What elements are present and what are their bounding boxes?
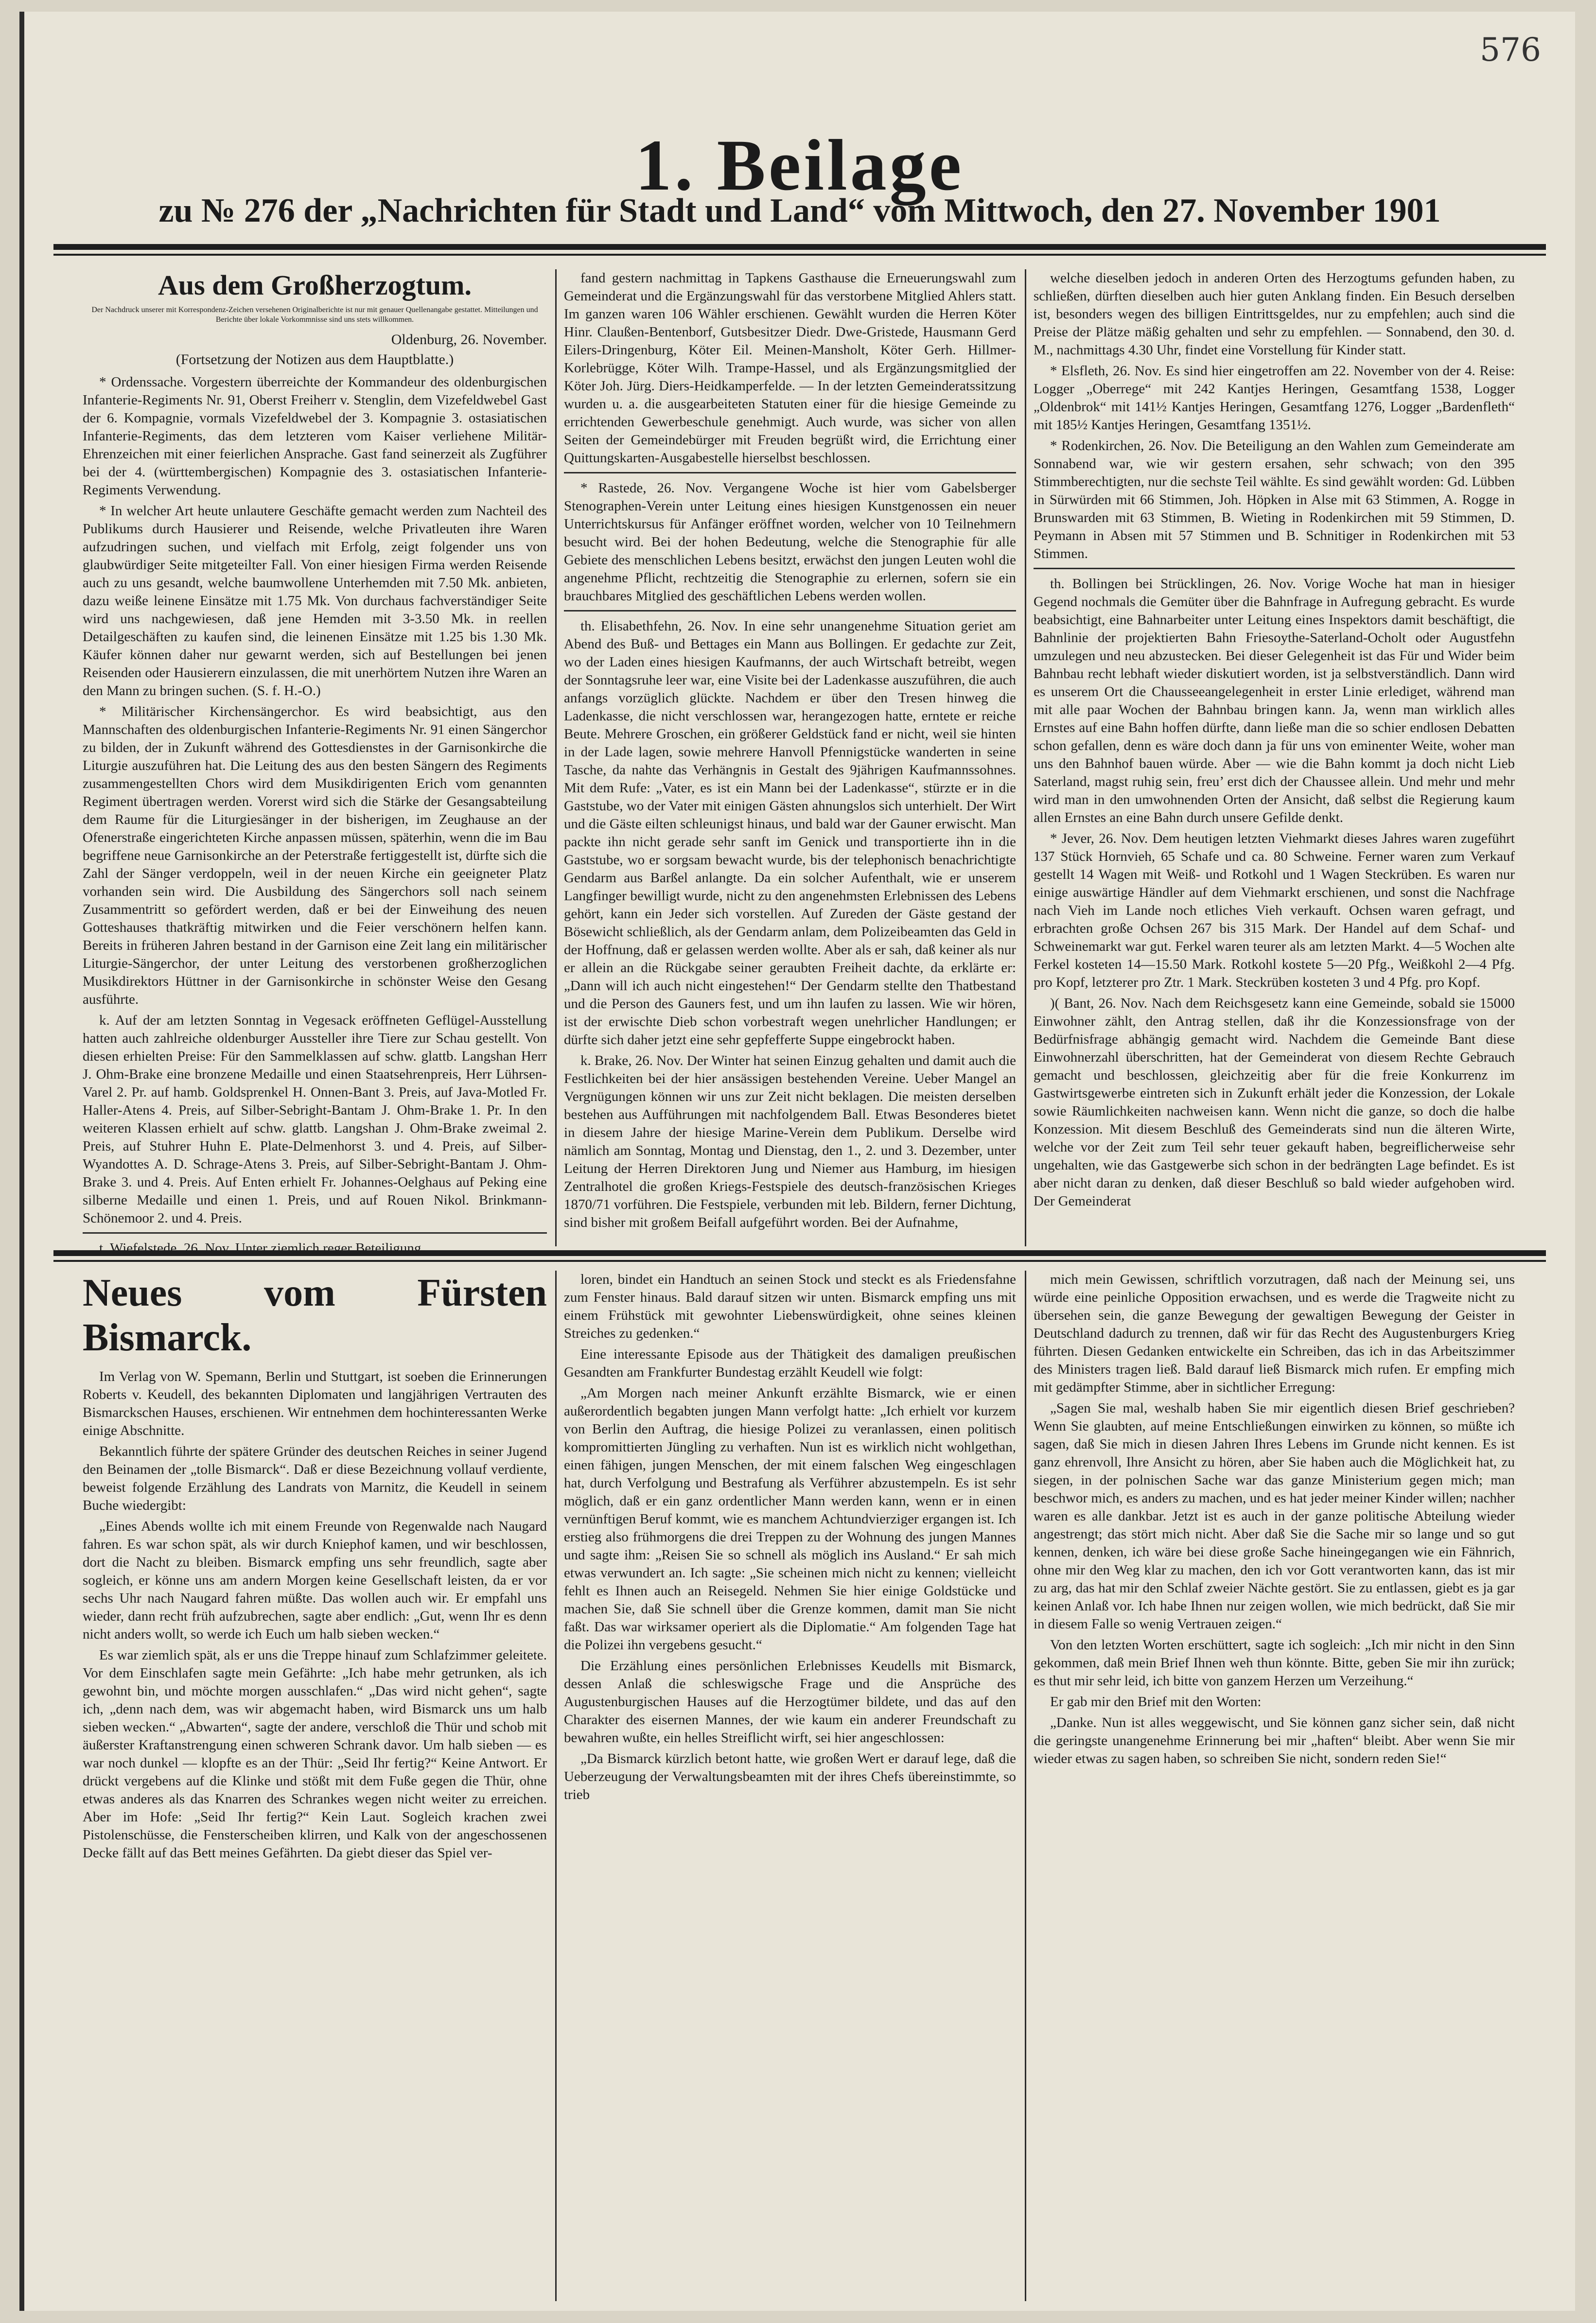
article-kirchensaengerchor: * Militärischer Kirchensängerchor. Es wird beabsichtigt, aus den Mannschaften des oldenburgischen Infanterie-Regiments Nr. 91 einen Sängerchor zu bilden, der in Zukunft während des Gottesdienstes in der Garnisonkirche die Liturgie auszuführen hat. Die Leitung des aus den besten Sängern des Regiments zusammengestellten Chors wird dem Musikdirigenten Erich vom genannten Regiment übertragen werden. Vorerst wird sich die Stärke der Gesangsabteilung dem Raume für die Liturgiesänger in der bisherigen, im Zeughause an der Ofenerstraße eingerichteten Kirche anpassen müssen, späterhin, wenn die im Bau begriffene neue Garnisonkirche an der Peterstraße fertiggestellt ist, dürfte sich die Zahl der Sänger verdoppeln, weil in der neuen Kirche ein geeigneter Platz vorhanden sein wird. Die Ausbildung des Sängerchors soll nach seinem Zusammentritt so gefördert werden, daß er bei der Einweihung des neuen Gotteshauses thatkräftig mitwirken und die Feier verschönern helfen kann. Bereits in früheren Jahren bestand in der Garnison eine Zeit lang ein militärischer Liturgie-Sängerchor, der unter Leitung des verstorbenen großherzoglichen Musikdirektors Hüttner in der Garnisonkirche in schönster Weise den Gesang ausführte. [83, 704, 547, 1007]
column-divider-2 [1025, 269, 1026, 1246]
newspaper-page [19, 12, 1575, 2311]
bismarck-frankfurt-intro: Eine interessante Episode aus der Thätigkeit des damaligen preußischen Gesandten am Frankfurter Bundestag erzählt Keudell wie folgt: [564, 1346, 1016, 1380]
article-unlautere-geschaefte: * In welcher Art heute unlautere Geschäfte gemacht werden zum Nachteil des Publikums durch Hausierer und Reisende, welche Privatleuten ihre Waren aufzudringen suchen, und vielfach mit Erfolg, zeigt folgender uns von glaubwürdiger Seite mitgeteilter Fall. Von einer hiesigen Firma werden Reisende auch zu uns gesandt, welche baumwollene Unterhemden mit 7.50 Mk. anbieten, dazu weiße leinene Einsätze mit 1.75 Mk. Von durchaus fachverständiger Seite wird uns nachgewiesen, daß jene Hemden mit 3-3.50 Mk. in reellen Detailgeschäften zu kaufen sind, die leinenen Einsätze mit 1.25 bis 1.30 Mk. Käufer können daher nur gewarnt werden, sich auf Bestellungen bei jenen Reisenden oder Hausierern einzulassen, die mit unerhörtem Nutzen ihre Waren an den Mann zu bringen suchen. (S. f. H.-O.) [83, 503, 547, 699]
article-rastede: * Rastede, 26. Nov. Vergangene Woche ist hier vom Gabelsberger Stenographen-Verein unter Leitung eines hiesigen Kunstgenossen ein neuer Unterrichtskursus für Anfänger eröffnet worden, welcher von 10 Teilnehmern besucht wird. Bei der hohen Bedeutung, welche die Stenographie für alle Gebiete des menschlichen Lebens besitzt, erwächst den jungen Leuten wohl die angenehme Pflicht, rechtzeitig die Stenographie zu erlernen, sofern sie ein brauchbares Mitglied des geschäftlichen Lebens werden wollen. [564, 480, 1016, 604]
article-rodenkirchen: * Rodenkirchen, 26. Nov. Die Beteiligung an den Wahlen zum Gemeinderate am Sonnabend war, wie wir gestern ersahen, sehr schwach; von den 395 Stimmberechtigten, nur die sechste Teil wählte. Es sind gewählt worden: Gd. Lübben in Sürwürden mit 66 Stimmen, Joh. Höpken in Alse mit 63 Stimmen, A. Rogge in Brunswarden mit 63 Stimmen, B. Wieting in Rodenkirchen mit 59 Stimmen, D. Peymann in Absen mit 57 Stimmen und B. Schnitiger in Rodenkirchen mit 53 Stimmen. [1034, 438, 1515, 561]
dateline-oldenburg: Oldenburg, 26. November. [391, 332, 547, 348]
bismarck-reply-intro: Er gab mir den Brief mit den Worten: [1050, 1694, 1262, 1710]
column-1 [83, 269, 547, 1256]
article-brake-cont: welche dieselben jedoch in anderen Orten des Herzogtums gefunden haben, zu schließen, dürften dieselben auch hier guten Anklang finden. Ein Besuch derselben ist, besonders wegen des billigen Eintrittsgeldes, nur zu empfehlen; auch sind die Preise der Plätze mäßig gehalten und sehr zu empfehlen. — Sonnabend, den 30. d. M., nachmittags 4.30 Uhr, findet eine Vorstellung für Kinder statt. [1034, 270, 1515, 358]
bismarck-tolle-bismarck: Bekanntlich führte der spätere Gründer des deutschen Reiches in seiner Jugend den Beinamen der „tolle Bismarck“. Daß er diese Bezeichnung vollauf verdiente, beweist folgende Erzählung des Landrats von Marnitz, die Keudell in seinem Buche wiedergibt: [83, 1444, 547, 1513]
bismarck-column-2 [564, 1271, 1016, 2301]
article-divider [564, 472, 1016, 473]
column-3 [1034, 269, 1515, 1244]
article-elsfleth: * Elsfleth, 26. Nov. Es sind hier eingetroffen am 22. November von der 4. Reise: Logger „Oberrege“ mit 242 Kantjes Heringen, Gesamtfang 1538, Logger „Oldenbrok“ mit 141½ Kantjes Heringen, Gesamtfang 1276, Logger „Bardenfleth“ mit 185½ Kantjes Heringen, Gesamtfang 1351½. [1034, 363, 1515, 433]
column-divider-4 [1025, 1271, 1026, 2301]
article-wiefelstede-start: t. Wiefelstede, 26. Nov. Unter ziemlich reger Beteiligung [99, 1240, 421, 1256]
article-bant: )( Bant, 26. Nov. Nach dem Reichsgesetz kann eine Gemeinde, sobald sie 15000 Einwohner zählt, den Antrag stellen, daß ihr die Konzessionsfrage von der Bedürfnisfrage abhängig gemacht wird. Nachdem die Gemeinde Bant diese Einwohnerzahl überschritten, hat der Gemeinderat von diesem Rechte Gebrauch gemacht und beschlossen, gleichzeitig aber für die freie Konkurrenz im Gastwirtsgewerbe eintreten sich in Zukunft erhält jeder die Konzession, der Lokale sowie Räumlichkeiten nachweisen kann. Wenn nicht die ganze, so doch die halbe Konzession. Mit diesem Beschluß des Gemeinderats sind nun die älteren Wirte, welche vor der Zeit zum Teil sehr teuer gekauft haben, begreiflicherweise sehr ungehalten, wie das Gastgewerbe sich schon in der bedrängten Lage befindet. Es ist aber nicht daran zu denken, daß dieser Beschluß so bald wieder aufgehoben wird. Der Gemeinderat [1034, 996, 1515, 1209]
feature-heading-bismarck: Neues vom Fürsten Bismarck. [83, 1272, 547, 1359]
article-jever: * Jever, 26. Nov. Dem heutigen letzten Viehmarkt dieses Jahres waren zugeführt 137 Stück Hornvieh, 65 Schafe und ca. 80 Schweine. Ferner waren zum Verkauf gestellt 14 Wagen mit Weiß- und Rotkohl und 1 Wagen Steckrüben. Es waren nur einige auswärtige Händler auf dem Viehmarkt erschienen, und sonst die Nachfrage nach Vieh im Lande noch etliches Vieh verkauft. Ochsen waren gefragt, und erbrachten große Ochsen 267 bis 315 Mark. Der Handel auf dem Schaf- und Schweinemarkt war gut. Ferkel waren teurer als am letzten Markt. 4—5 Wochen alte Ferkel kosteten 14—15.50 Mark. Rotkohl kostete 5—20 Pfg., Weißkohl 2—4 Pfg. pro Kopf, letzterer pro Ztr. 1 Mark. Steckrüben kosteten 3 und 4 Pfg. pro Kopf. [1034, 831, 1515, 990]
bismarck-apology: Von den letzten Worten erschüttert, sagte ich sogleich: „Ich mir nicht in den Sinn gekommen, daß mein Brief Ihnen weh thun könnte. Bitte, geben Sie mir ihn zurück; es thut mir sehr leid, ich bitte von ganzem Herzen um Verzeihung.“ [1034, 1637, 1515, 1689]
article-brake: k. Brake, 26. Nov. Der Winter hat seinen Einzug gehalten und damit auch die Festlichkeiten bei der hier ansässigen bestehenden Vereine. Ueber Mangel an Vergnügungen können wir uns zur Zeit nicht beklagen. Die meisten derselben bestehen aus Aufführungen mit nachfolgendem Ball. Etwas Besonderes bietet in diesem Jahre der hiesige Marine-Verein dem Publikum. Derselbe wird nämlich am Sonntag, Montag und Dienstag, den 1., 2. und 3. Dezember, unter Leitung der Herren Direktoren Jung und Niemer aus Hamburg, im hiesigen Zentralhotel die großen Kriegs-Festspiele des deutsch-französischen Krieges 1870/71 vorführen. Die Festspiele, verbunden mit leb. Bildern, ferner Dichtung, sind bisher mit großem Beifall aufgeführt worden. Bei der Aufnahme, [564, 1053, 1016, 1230]
article-wiefelstede-cont: fand gestern nachmittag in Tapkens Gasthause die Erneuerungswahl zum Gemeinderat und die Ergänzungswahl für das verstorbene Mitglied Ahlers statt. Im ganzen waren 106 Wähler erschienen. Gewählt wurden die Herren Köter Hinr. Claußen-Bentenborf, Gutsbesitzer Diedr. Dwe-Gristede, Hausmann Gerd Eilers-Dringenburg, Köter Eil. Meinen-Mansholt, Köter Gerh. Hillmer-Korlebrügge, Köter Wilh. Trampe-Hassel, und als Ergänzungsmitglied der Köter Joh. Jürg. Diers-Heidkamperfelde. — In der letzten Gemeinderatssitzung wurden u. a. die ausgearbeiteten Statuten einer für die hiesige Gemeinde zu errichtenden Gewerbeschule genehmigt. Auch wurde, was sicher von allen Seiten der Gemeindebürger mit Freuden begrüßt wird, die Errichtung einer Quittungskarten-Ausgabestelle hierselbst beschlossen. [564, 270, 1016, 466]
bismarck-story-end: loren, bindet ein Handtuch an seinen Stock und steckt es als Friedensfahne zum Fenster hinaus. Bald darauf sitzen wir unten. Bismarck empfing uns mit einem Frühstück mit gewohnter Liebenswürdigkeit, ohne seines kleinen Streiches zu gedenken.“ [564, 1272, 1016, 1341]
bismarck-speech: „Sagen Sie mal, weshalb haben Sie mir eigentlich diesen Brief geschrieben? Wenn Sie glaubten, auf meine Entschließungen einwirken zu können, so müßte ich sagen, daß Sie mich in diesen Jahren Ihres Lebens im Grunde nicht kennen. Es ist ganz ehrenvoll, Ihre Ansicht zu hören, aber Sie haben auch die Möglichkeit hat, zu siegen, in der polnischen Sache war das ganze Ministerium gegen mich; man beschwor mich, es anders zu machen, und es hat jeder meiner Kinder willen; nachher waren es alle dankbar. Jetzt ist es auch in der ganze politische Abteilung wieder angestrengt; das stört mich nicht. Aber daß Sie die Sache mir so lange und so gut kennen, denken, ich wäre bei diese große Sache hineingegangen wie ein Fähnrich, ohne mir den Weg klar zu machen, den ich vor Gott verantworten kann, das ist mir zu arg, das hat mir den Schlaf zweier Nächte gestört. Sie zu entlassen, giebt es ja gar keinen Anlaß vor. Ich habe Ihnen nur zeigen wollen, wie mich bedrückt, daß Sie mir in diesem Falle so wenig Vertrauen zeigen.“ [1034, 1400, 1515, 1632]
section-rule-thick [53, 1250, 1546, 1256]
bismarck-reply: „Danke. Nun ist alles weggewischt, und Sie können ganz sicher sein, daß nicht die geringste unangenehme Erinnerung bei mir „haften“ bleibt. Aber wenn Sie mir wieder etwas zu sagen haben, so schreiben Sie nicht, sondern reden Sie!“ [1034, 1715, 1515, 1766]
column-divider-1 [555, 269, 557, 1246]
bismarck-intro: Im Verlag von W. Spemann, Berlin und Stuttgart, ist soeben die Erinnerungen Roberts v. Keudell, des bekannten Diplomaten und langjährigen Vertrauten des Bismarckschen Hauses, erschienen. Wir entnehmen dem hochinteressanten Werke einige Abschnitte. [83, 1369, 547, 1438]
article-ordenssache: * Ordenssache. Vorgestern überreichte der Kommandeur des oldenburgischen Infanterie-Regiments Nr. 91, Oberst Freiherr v. Stenglin, dem Vizefeldwebel Gast der 6. Kompagnie, vormals Vizefeldwebel der 3. Kompagnie 3. ostasiatischen Infanterie-Regiments, das dem letzteren vom Kaiser verliehene Militär-Ehrenzeichen mit einer feierlichen Ansprache. Gast fand seinerzeit als Zugführer bei der 4. (württembergischen) Kompagnie des 3. ostasiatischen Infanterie-Regiments Verwendung. [83, 374, 547, 498]
page-number: 576 [1480, 31, 1541, 69]
bismarck-marnitz-story: „Eines Abends wollte ich mit einem Freunde von Regenwalde nach Naugard fahren. Es war schon spät, als wir durch Kniephof kamen, und wir beschlossen, dort die Nacht zu bleiben. Bismarck empfing uns sehr freundlich, sagte aber sogleich, er könne uns am andern Morgen keine Gesellschaft leisten, da er vor sechs Uhr nach Naugard fahren müßte. Das wollen auch wir. Er empfahl uns wieder, dann recht früh aufzubrechen, sagte aber endlich: „Gut, wenn Ihr es denn nicht anders wollt, so werde ich Euch um halb sieben wecken.“ [83, 1519, 547, 1642]
article-bollingen: th. Bollingen bei Strücklingen, 26. Nov. Vorige Woche hat man in hiesiger Gegend nochmals die Gemüter über die Bahnfrage in Aufregung gebracht. Es wurde beabsichtigt, eine Bahnarbeiter unter Leitung eines Inspektors damit beschäftigt, die Bahnlinie der projektierten Bahn Friesoythe-Saterland-Ocholt oder Augustfehn umzulegen und neu abzustecken. Bei dieser Gelegenheit ist das Für und Wider beim Bahnbau recht lebhaft wieder diskutiert worden, ist ja selbstverständlich. Dann wird es unserem Ort die Chausseeangelegenheit in erster Linie erlediget, während man mit alle paar Wochen der Bahnbau bringen kann. Ja, wenn man wirklich alles Ernstes auf eine Bahn hoffen dürfte, dann ließe man die so schier endlosen Debatten schon gefallen, denn es wäre doch dann ja für uns von eminenter Weite, woher man uns den Bahnhof bauen würde. Aber — wie die Bahn kommt ja doch nicht Lieb Saterland, magst ruhig sein, freu’ erst dich der Chaussee allein. Und mehr und mehr wird man in den umwohnenden Orten der Ansicht, daß selbst die Regierung kaum allen Ernstes an eine Bahn durch unsere Gefilde denkt. [1034, 576, 1515, 825]
masthead-rule-thin [53, 254, 1546, 256]
bismarck-schrank-story: Es war ziemlich spät, als er uns die Treppe hinauf zum Schlafzimmer geleitete. Vor dem Einschlafen sagte mein Gefährte: „Ich habe mehr getrunken, als ich gewohnt bin, und möchte morgen ausschlafen.“ „Das wird nicht gehen“, sagte ich, „denn nach dem, was wir abgemacht haben, wird Bismarck uns um halb sieben wecken.“ „Abwarten“, sagte der andere, verschloß die Thür und schob mit äußerster Kraftanstrengung einen schweren Schrank davor. Um halb sieben — es war noch dunkel — klopfte es an der Thür: „Seid Ihr fertig?“ Keine Antwort. Er drückt vergebens auf die Klinke und stößt mit dem Fuße gegen die Thür, ohne etwas anderes als das Knarren des Schrankes wegen nicht weiter zu erreichen. Aber im Hofe: „Seid Ihr fertig?“ Kein Laut. Sogleich krachen zwei Pistolenschüsse, die Fensterscheiben klirren, und Kalk von der angeschossenen Decke fällt auf das Bett meines Gefährten. Da giebt dieser das Spiel ver- [83, 1647, 547, 1861]
reprint-notice: Der Nachdruck unserer mit Korrespondenz-Zeichen versehenen Originalberichte ist nur mit genauer Quellenangabe gestattet. Mitteilungen und Berichte über lokale Vorkommnisse sind uns stets willkommen. [91, 306, 538, 324]
bismarck-column-3 [1034, 1271, 1515, 2301]
bismarck-frankfurt-story: „Am Morgen nach meiner Ankunft erzählte Bismarck, wie er einen außerordentlich begabten jungen Mann verfolgt hatte: „Ich erhielt vor kurzem von Berlin den Auftrag, die hiesige Polizei zu veranlassen, einen politisch kompromittierten Jüngling zu verhaften. Nun ist es wirklich nicht wohlgethan, einen fähigen, jungen Menschen, der mit einem falschen Weg eingeschlagen hat, durch Verfolgung und Bestrafung als Verführer abzustempeln. Es ist sehr möglich, daß er ein ganz ordentlicher Mann werden kann, wenn er in einen vernünftigen Beruf kommt, wie es manchem Achtundvierziger ergangen ist. Ich erstieg also frühmorgens die drei Treppen zu der Wohnung des jungen Mannes und sagte ihm: „Reisen Sie so schnell als möglich ins Ausland.“ Er sah mich etwas verwundert an. Ich sagte: „Sie scheinen mich nicht zu kennen; vielleicht fehlt es Ihnen auch an Reisegeld. Nehmen Sie hier einige Goldstücke und machen Sie, daß Sie schnell über die Grenze kommen, damit man Sie nicht faßt. Das war wirksamer operiert als die Diplomatie.“ Am folgenden Tage hat die Polizei ihn vergebens gesucht.“ [564, 1385, 1016, 1653]
article-divider [1034, 568, 1515, 569]
bismarck-column-1 [83, 1271, 547, 2301]
bismarck-keudell-intro: Die Erzählung eines persönlichen Erlebnisses Keudells mit Bismarck, dessen Anlaß die schleswigsche Frage und die Ansprüche des Augustenburgischen Hauses auf die Herzogtümer bildete, und das auf den Charakter des eisernen Mannes, der wie kaum ein anderer Freundschaft zu bewahren wußte, ein helles Streiflicht wirft, sei hier angeschlossen: [564, 1658, 1016, 1746]
bismarck-keudell-start: „Da Bismarck kürzlich betont hatte, wie großen Wert er darauf lege, daß die Ueberzeugung der Verwaltungsbeamten mit der ihres Chefs übereinstimmte, so trieb [564, 1751, 1016, 1802]
masthead-rule-thick [53, 244, 1546, 250]
supplement-title: 1. Beilage [635, 125, 965, 206]
section-heading-grossherzogtum: Aus dem Großherzogtum. [158, 269, 472, 301]
column-divider-3 [555, 1271, 557, 2301]
bismarck-keudell-cont: mich mein Gewissen, schriftlich vorzutragen, daß nach der Meinung sei, uns würde eine peinliche Opposition erwachsen, und es werde die Tragweite nicht zu übersehen sein, die ganze Bewegung der gewaltigen Bewegung der Geister in Deutschland dadurch zu trennen, daß wir für das Recht des Augustenburgers Krieg führten. Diesen Gedanken entwickelte ein Schreiben, das ich in das Arbeitszimmer des Ministers tragen ließ. Bald darauf ließ Bismarck mich rufen. Er empfing mich mit gedämpfter Stimme, aber in sichtlicher Erregung: [1034, 1272, 1515, 1395]
continuation-note: (Fortsetzung der Notizen aus dem Hauptblatte.) [175, 351, 454, 367]
supplement-subtitle: zu № 276 der „Nachrichten für Stadt und Land“ vom Mittwoch, den 27. November 1901 [158, 192, 1441, 229]
article-gefluegel-ausstellung: k. Auf der am letzten Sonntag in Vegesack eröffneten Geflügel-Ausstellung hatten auch zahlreiche oldenburger Aussteller ihre Tiere zur Schau gestellt. Von diesen erhielten Preise: Für den Sammelklassen auf schw. glattb. Langshan Herr J. Ohm-Brake eine bronzene Medaille und einen Staatsehrenpreis, Herr Lührsen-Varel 2. Pr. auf hamb. Goldsprenkel H. Onnen-Bant 3. Preis, auf Java-Motled Fr. Haller-Atens 4. Preis, auf Silber-Sebright-Bantam J. Ohm-Brake 1. Pr. In den weiteren Klassen erhielt auf schw. glattb. Langshan J. Ohm-Brake zweimal 2. Preis, auf Stuhrer Huhn E. Plate-Delmenhorst 3. und 4. Preis, auf Silber-Wyandottes A. D. Schrage-Atens 3. Preis, auf Silber-Sebright-Bantam J. Ohm-Brake 3. und 4. Preis. Auf Enten erhielt Fr. Johannes-Oelghaus auf Peking eine silberne Medaille und einen 1. Preis, und auf Rouen Nikol. Brinkmann-Schönemoor 2. und 4. Preis. [83, 1013, 547, 1226]
article-elisabethfehn: th. Elisabethfehn, 26. Nov. In eine sehr unangenehme Situation geriet am Abend des Buß- und Bettages ein Mann aus Bollingen. Er gedachte zur Zeit, wo der Laden eines hiesigen Kaufmanns, der auch Wirtschaft betreibt, wegen der Sonntagsruhe leer war, eine Visite bei der Ladenkasse auszuführen, die auch anfangs vorzüglich glückte. Nachdem er über den Tresen hinweg die Ladenkasse, die nicht verschlossen war, herangezogen hatte, erntete er reiche Beute. Mehrere Groschen, ein größerer Geldstück fand er nicht, weil sie hinten in der Lade lagen, sowie mehrere Hanvoll Pfennigstücke wanderten in seine Tasche, da nahte das Verhängnis in Gestalt des 9jährigen Kaufmannssohnes. Mit dem Rufe: „Vater, es ist ein Mann bei der Ladenkasse“, stürzte er in die Gaststube, wo der Vater mit einigen Gästen ahnungslos sich unterhielt. Der Wirt und die Gäste eilten schleunigst hinaus, und bald war der Gauner erwischt. Man packte ihn nicht gerade sehr sanft im Genick und transportierte ihn in die Gaststube, wo er sorgsam bewacht wurde, bis der telephonisch benachrichtigte Gendarm aus Barßel anlangte. Da ein solcher Aufenthalt, wie er unserem Langfinger bewilligt wurde, nicht zu den angenehmsten Erlebnissen des Lebens gehört, kann ein Jeder sich vorstellen. Auf Zureden der Gäste gestand der Bösewicht schließlich, als der Gendarm anlam, dem Polizeibeamten das Geld in der Hoffnung, daß er gelassen werden wollte. Aber als er sah, daß keiner als nur er allein an die Rückgabe seiner geraubten Freiheit dachte, da erklärte er: „Dann will ich auch nicht eingestehen!“ Der Gendarm stellte den Thatbestand und die Person des Gauners fest, und um ihn laufen zu lassen. Wie wir hören, ist der erwischte Dieb schon vorbestraft wegen unehrlicher Handlungen; er dürfte sich daher jetzt eine sehr gepfefferte Suppe eingebrockt haben. [564, 618, 1016, 1048]
section-rule-thin [53, 1260, 1546, 1262]
article-divider [564, 610, 1016, 611]
column-2 [564, 269, 1016, 1244]
article-divider [83, 1232, 547, 1234]
